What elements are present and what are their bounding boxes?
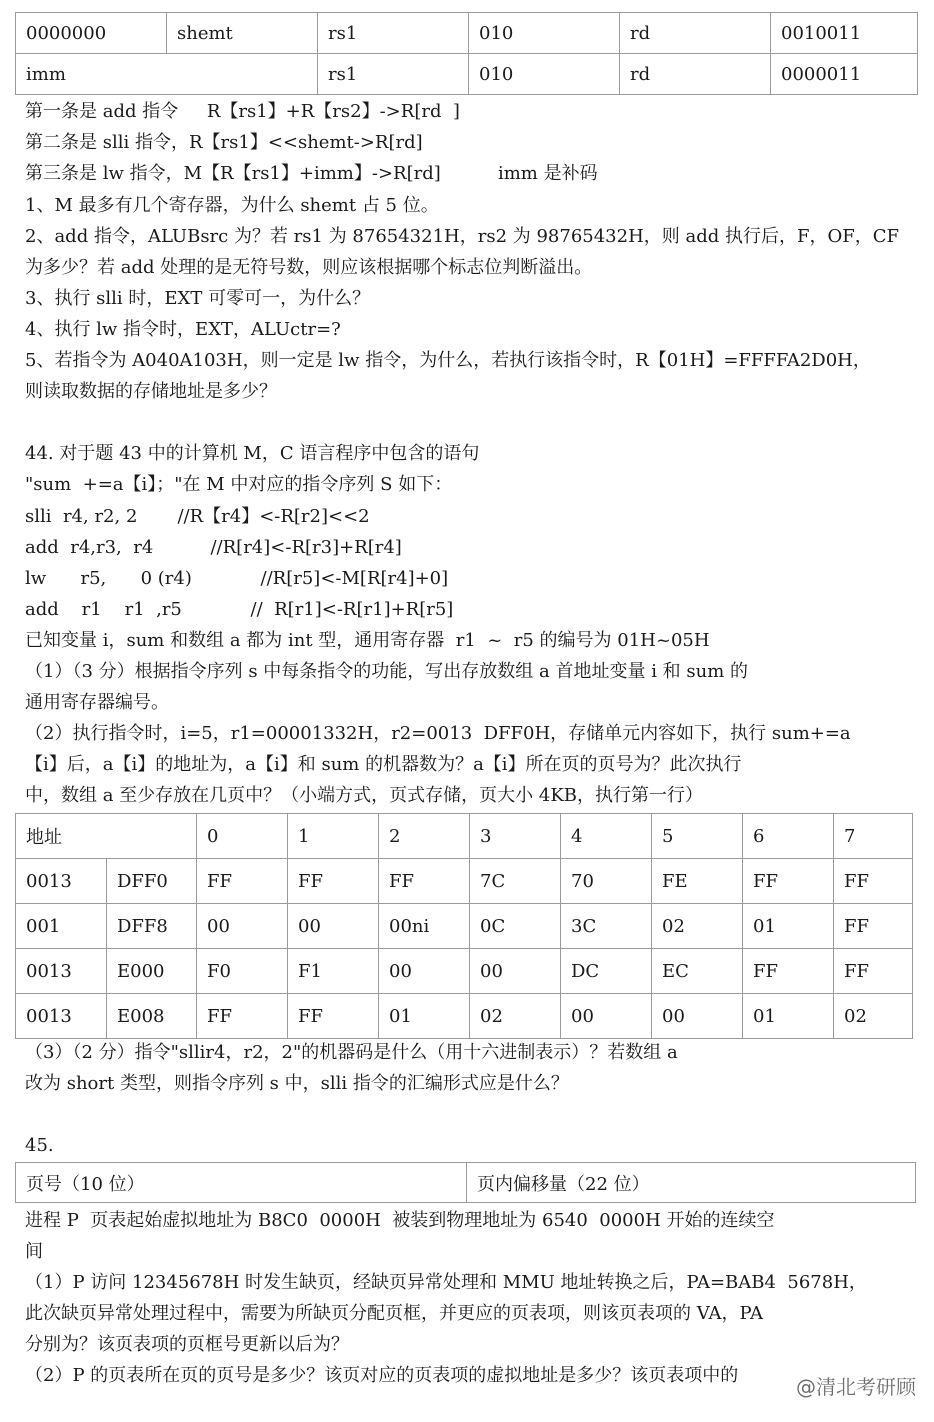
table-cell: 01: [743, 994, 834, 1039]
table-header-cell: 6: [743, 814, 834, 859]
table-cell: FF: [743, 859, 834, 904]
code-line: lw r5, 0 (r4) //R[r5]<-M[R[r4]+0]: [25, 568, 449, 589]
text-line: 已知变量 i，sum 和数组 a 都为 int 型，通用寄存器 r1 ~ r5 的编号为 01H~05H: [25, 630, 710, 651]
table-cell: 0C: [470, 904, 561, 949]
table-cell: shemt: [167, 13, 318, 54]
text-line: 5、若指令为 A040A103H，则一定是 lw 指令，为什么，若执行该指令时，R【01H】=FFFFA2D0H，: [25, 350, 871, 371]
table-cell: DFF8: [107, 904, 197, 949]
text-line: 则读取数据的存储地址是多少？: [25, 381, 277, 402]
table-cell: E008: [107, 994, 197, 1039]
memory-table: [15, 813, 913, 1039]
table-cell: 00: [652, 994, 743, 1039]
table-header-cell: 5: [652, 814, 743, 859]
table-cell: 0013: [16, 949, 107, 994]
table-cell: 0013: [16, 859, 107, 904]
table-cell: 00ni: [379, 904, 470, 949]
table-cell: rs1: [318, 13, 469, 54]
table-cell: 00: [379, 949, 470, 994]
table-cell: rs1: [318, 54, 469, 95]
table-cell: 01: [743, 904, 834, 949]
table-cell: 页内偏移量（22 位）: [467, 1163, 916, 1203]
table-header-cell: 地址: [16, 814, 197, 859]
table-cell: 01: [379, 994, 470, 1039]
text-line: 间: [25, 1241, 43, 1262]
text-line: 第三条是 lw 指令，M【R【rs1】+imm】->R[rd] imm 是补码: [25, 163, 598, 184]
table-cell: FF: [379, 859, 470, 904]
text-line: （2）P 的页表所在页的页号是多少？该页对应的页表项的虚拟地址是多少？该页表项中的: [25, 1365, 739, 1386]
table-row: [16, 904, 913, 949]
text-line: 第二条是 slli 指令，R【rs1】<<shemt->R[rd]: [25, 132, 423, 153]
table-cell: F0: [197, 949, 288, 994]
table-header-cell: 1: [288, 814, 379, 859]
table-header-cell: 3: [470, 814, 561, 859]
table-cell: FF: [197, 994, 288, 1039]
table-cell: 00: [561, 994, 652, 1039]
text-line: "sum +=a【i】；"在 M 中对应的指令序列 S 如下：: [25, 474, 453, 495]
table-cell: 页号（10 位）: [16, 1163, 467, 1203]
table-row: [16, 859, 913, 904]
table-cell: 00: [470, 949, 561, 994]
instruction-format-table: [15, 12, 918, 95]
text-line: （1）（3 分）根据指令序列 s 中每条指令的功能，写出存放数组 a 首地址变量 i 和 sum 的: [25, 661, 749, 682]
table-cell: EC: [652, 949, 743, 994]
table-cell: FF: [834, 859, 913, 904]
text-line: 4、执行 lw 指令时，EXT，ALUctr=?: [25, 319, 341, 340]
table-row: [16, 1163, 916, 1203]
table-row: [16, 994, 913, 1039]
table-row: [16, 949, 913, 994]
table-cell: 0010011: [771, 13, 918, 54]
text-line: （2）执行指令时，i=5，r1=00001332H，r2=0013 DFF0H，存储单元内容如下，执行 sum+=a: [25, 723, 851, 744]
text-line: 44. 对于题 43 中的计算机 M，C 语言程序中包含的语句: [25, 443, 480, 464]
table-cell: 02: [652, 904, 743, 949]
text-line: 此次缺页异常处理过程中，需要为所缺页分配页框，并更应的页表项，则该页表项的 VA，PA: [25, 1303, 763, 1324]
code-line: slli r4, r2, 2 //R【r4】<-R[r2]<<2: [25, 506, 370, 527]
table-cell: 02: [834, 994, 913, 1039]
table-cell: FF: [288, 994, 379, 1039]
question-number: 45.: [25, 1135, 54, 1156]
table-cell: 010: [469, 13, 620, 54]
table-cell: rd: [620, 54, 771, 95]
table-row: [16, 13, 918, 54]
text-line: （1）P 访问 12345678H 时发生缺页，经缺页异常处理和 MMU 地址转换之后，PA=BAB4 5678H，: [25, 1272, 867, 1293]
table-cell: DC: [561, 949, 652, 994]
table-cell: rd: [620, 13, 771, 54]
table-cell: 00: [197, 904, 288, 949]
table-cell: 02: [470, 994, 561, 1039]
table-cell: 001: [16, 904, 107, 949]
text-line: 3、执行 slli 时，EXT 可零可一，为什么？: [25, 288, 371, 309]
table-cell: imm: [16, 54, 318, 95]
table-cell: 3C: [561, 904, 652, 949]
table-header-cell: 2: [379, 814, 470, 859]
text-line: 进程 P 页表起始虚拟地址为 B8C0 0000H 被装到物理地址为 6540 0000H 开始的连续空: [25, 1210, 775, 1231]
table-header-cell: 7: [834, 814, 913, 859]
text-line: 为多少？若 add 处理的是无符号数，则应该根据哪个标志位判断溢出。: [25, 257, 593, 278]
table-cell: 0000011: [771, 54, 918, 95]
text-line: 中，数组 a 至少存放在几页中？（小端方式，页式存储，页大小 4KB，执行第一行）: [25, 785, 704, 806]
table-cell: FE: [652, 859, 743, 904]
table-cell: FF: [834, 904, 913, 949]
watermark: @清北考研顾: [796, 1375, 916, 1399]
table-cell: 010: [469, 54, 620, 95]
text-line: 第一条是 add 指令 R【rs1】+R【rs2】->R[rd ]: [25, 101, 460, 122]
text-line: 【i】后，a【i】的地址为，a【i】和 sum 的机器数为？a【i】所在页的页号为？此次执行: [25, 754, 742, 775]
text-line: 改为 short 类型，则指令序列 s 中，slli 指令的汇编形式应是什么？: [25, 1073, 569, 1094]
table-cell: E000: [107, 949, 197, 994]
table-cell: DFF0: [107, 859, 197, 904]
text-line: 通用寄存器编号。: [25, 692, 169, 713]
table-header-row: [16, 814, 913, 859]
table-header-cell: 0: [197, 814, 288, 859]
table-cell: 0000000: [16, 13, 167, 54]
table-header-cell: 4: [561, 814, 652, 859]
table-cell: 70: [561, 859, 652, 904]
table-cell: 0013: [16, 994, 107, 1039]
table-cell: 00: [288, 904, 379, 949]
table-row: [16, 54, 918, 95]
code-line: add r1 r1 ,r5 // R[r1]<-R[r1]+R[r5]: [25, 599, 454, 620]
table-cell: FF: [197, 859, 288, 904]
page-table-format: [15, 1162, 916, 1203]
table-cell: FF: [834, 949, 913, 994]
table-cell: FF: [743, 949, 834, 994]
code-line: add r4,r3, r4 //R[r4]<-R[r3]+R[r4]: [25, 537, 402, 558]
table-cell: FF: [288, 859, 379, 904]
table-cell: F1: [288, 949, 379, 994]
text-line: 2、add 指令，ALUBsrc 为？若 rs1 为 87654321H，rs2 为 98765432H，则 add 执行后，F，OF，CF: [25, 226, 899, 247]
text-line: （3）（2 分）指令"sllir4，r2，2"的机器码是什么（用十六进制表示）？若数组 a: [25, 1042, 678, 1063]
table-cell: 7C: [470, 859, 561, 904]
text-line: 分别为？该页表项的页框号更新以后为？: [25, 1334, 349, 1355]
text-line: 1、M 最多有几个寄存器，为什么 shemt 占 5 位。: [25, 195, 439, 216]
